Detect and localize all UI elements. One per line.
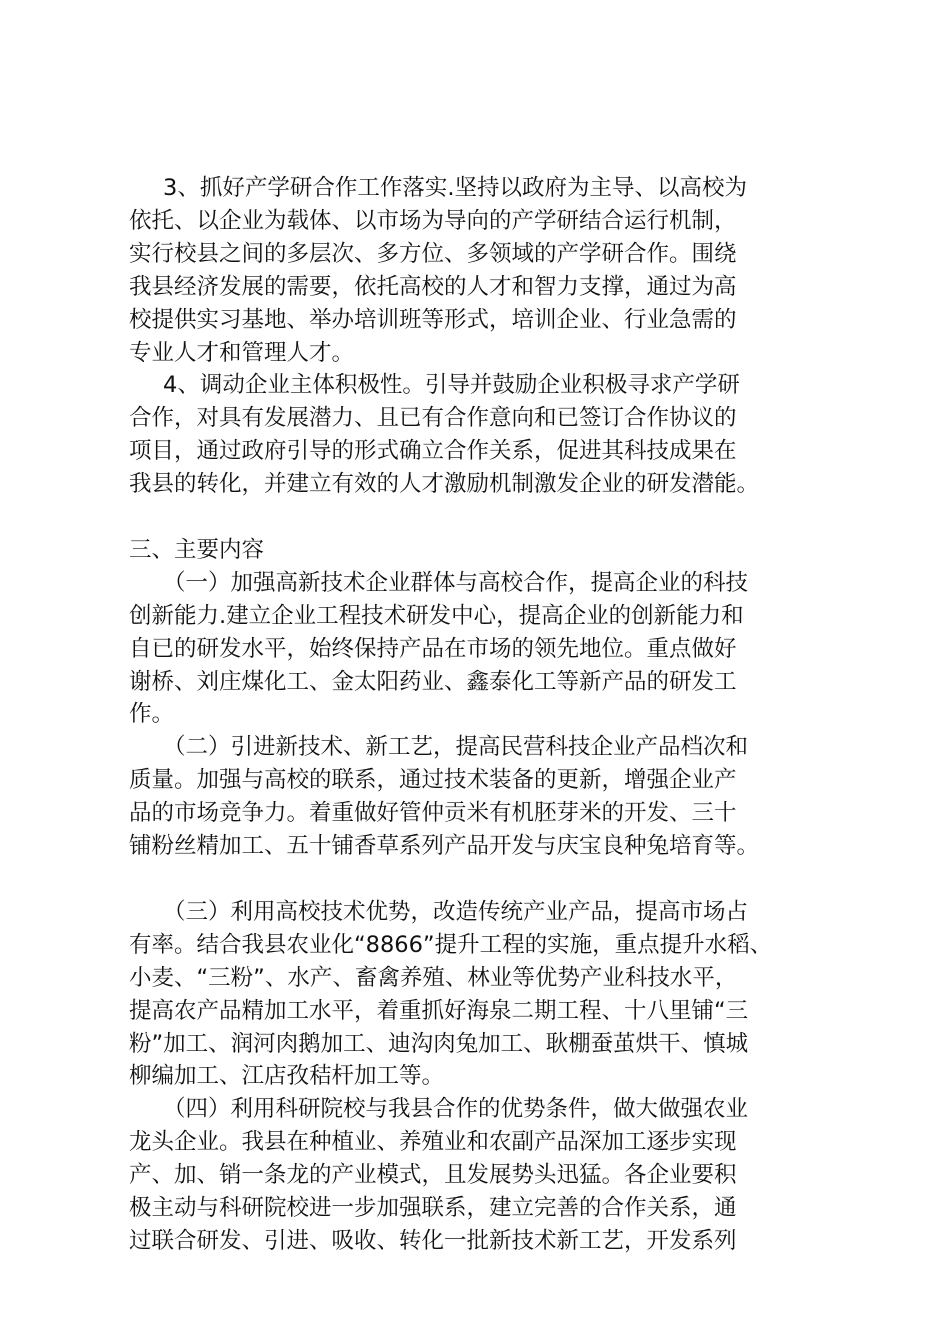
text-line: 产、加、销一条龙的产业模式，且发展势头迅猛。各企业要积	[129, 1162, 737, 1189]
paragraph-high-tech-cooperation	[129, 567, 829, 732]
text-line: 创新能力.建立企业工程技术研发中心，提高企业的创新能力和	[129, 602, 744, 629]
blank-line	[129, 863, 829, 896]
paragraph-enterprise-initiative	[129, 369, 829, 501]
text-line: 铺粉丝精加工、五十铺香草系列产品开发与庆宝良种兔培育等。	[129, 833, 760, 860]
text-line: 校提供实习基地、举办培训班等形式，培训企业、行业急需的	[129, 306, 737, 333]
text-line: 4、调动企业主体积极性。引导并鼓励企业积极寻求产学研	[163, 372, 740, 399]
text-line: 我县经济发展的需要，依托高校的人才和智力支撑，通过为高	[129, 273, 737, 300]
text-line: 提高农产品精加工水平，着重抓好海泉二期工程、十八里铺“三	[129, 997, 749, 1024]
text-line: 过联合研发、引进、吸收、转化一批新技术新工艺，开发系列	[129, 1227, 737, 1254]
text-line: 柳编加工、江店孜秸杆加工等。	[129, 1063, 445, 1090]
text-line: （三）利用高校技术优势，改造传统产业产品，提高市场占	[163, 898, 749, 925]
section-heading: 三、主要内容	[129, 536, 265, 563]
text-line: 自已的研发水平，始终保持产品在市场的领先地位。重点做好	[129, 635, 737, 662]
text-line: 合作，对具有发展潜力、且已有合作意向和已签订合作协议的	[129, 405, 737, 432]
text-line: 粉”加工、润河肉鹅加工、迪沟肉兔加工、耿棚蚕茧烘干、慎城	[129, 1030, 749, 1057]
text-line: 依托、以企业为载体、以市场为导向的产学研结合运行机制，	[129, 207, 737, 234]
paragraph-leading-enterprises	[129, 1093, 829, 1258]
text-line: 专业人才和管理人才。	[129, 339, 355, 366]
paragraph-new-technology	[129, 731, 829, 863]
text-line: （二）引进新技术、新工艺，提高民营科技企业产品档次和	[163, 734, 749, 761]
text-line: 龙头企业。我县在种植业、养殖业和农副产品深加工逐步实现	[129, 1129, 737, 1156]
paragraph-traditional-industry	[129, 896, 829, 1093]
text-line: 我县的转化，并建立有效的人才激励机制激发企业的研发潜能。	[129, 471, 760, 498]
text-line: 极主动与科研院校进一步加强联系，建立完善的合作关系，通	[129, 1195, 737, 1222]
text-line: 品的市场竞争力。着重做好管仲贡米有机胚芽米的开发、三十	[129, 800, 737, 827]
text-line: （四）利用科研院校与我县合作的优势条件，做大做强农业	[163, 1096, 749, 1123]
text-line: 谢桥、刘庄煤化工、金太阳药业、鑫泰化工等新产品的研发工	[129, 668, 737, 695]
text-line: 作。	[129, 701, 175, 728]
blank-line	[129, 501, 829, 534]
text-line: 项目，通过政府引导的形式确立合作关系，促进其科技成果在	[129, 438, 737, 465]
text-line: 有率。结合我县农业化“8866”提升工程的实施，重点提升水稻、	[129, 931, 773, 958]
text-line: 实行校县之间的多层次、多方位、多领域的产学研合作。围绕	[129, 240, 737, 267]
paragraph-production-study-research	[129, 172, 829, 369]
text-line: 质量。加强与高校的联系，通过技术装备的更新，增强企业产	[129, 767, 737, 794]
text-line: （一）加强高新技术企业群体与高校合作，提高企业的科技	[163, 569, 749, 596]
text-line: 3、抓好产学研合作工作落实.坚持以政府为主导、以高校为	[163, 175, 747, 201]
text-line: 小麦、“三粉”、水产、畜禽养殖、林业等优势产业科技水平，	[129, 964, 738, 991]
document-body	[129, 172, 829, 1258]
